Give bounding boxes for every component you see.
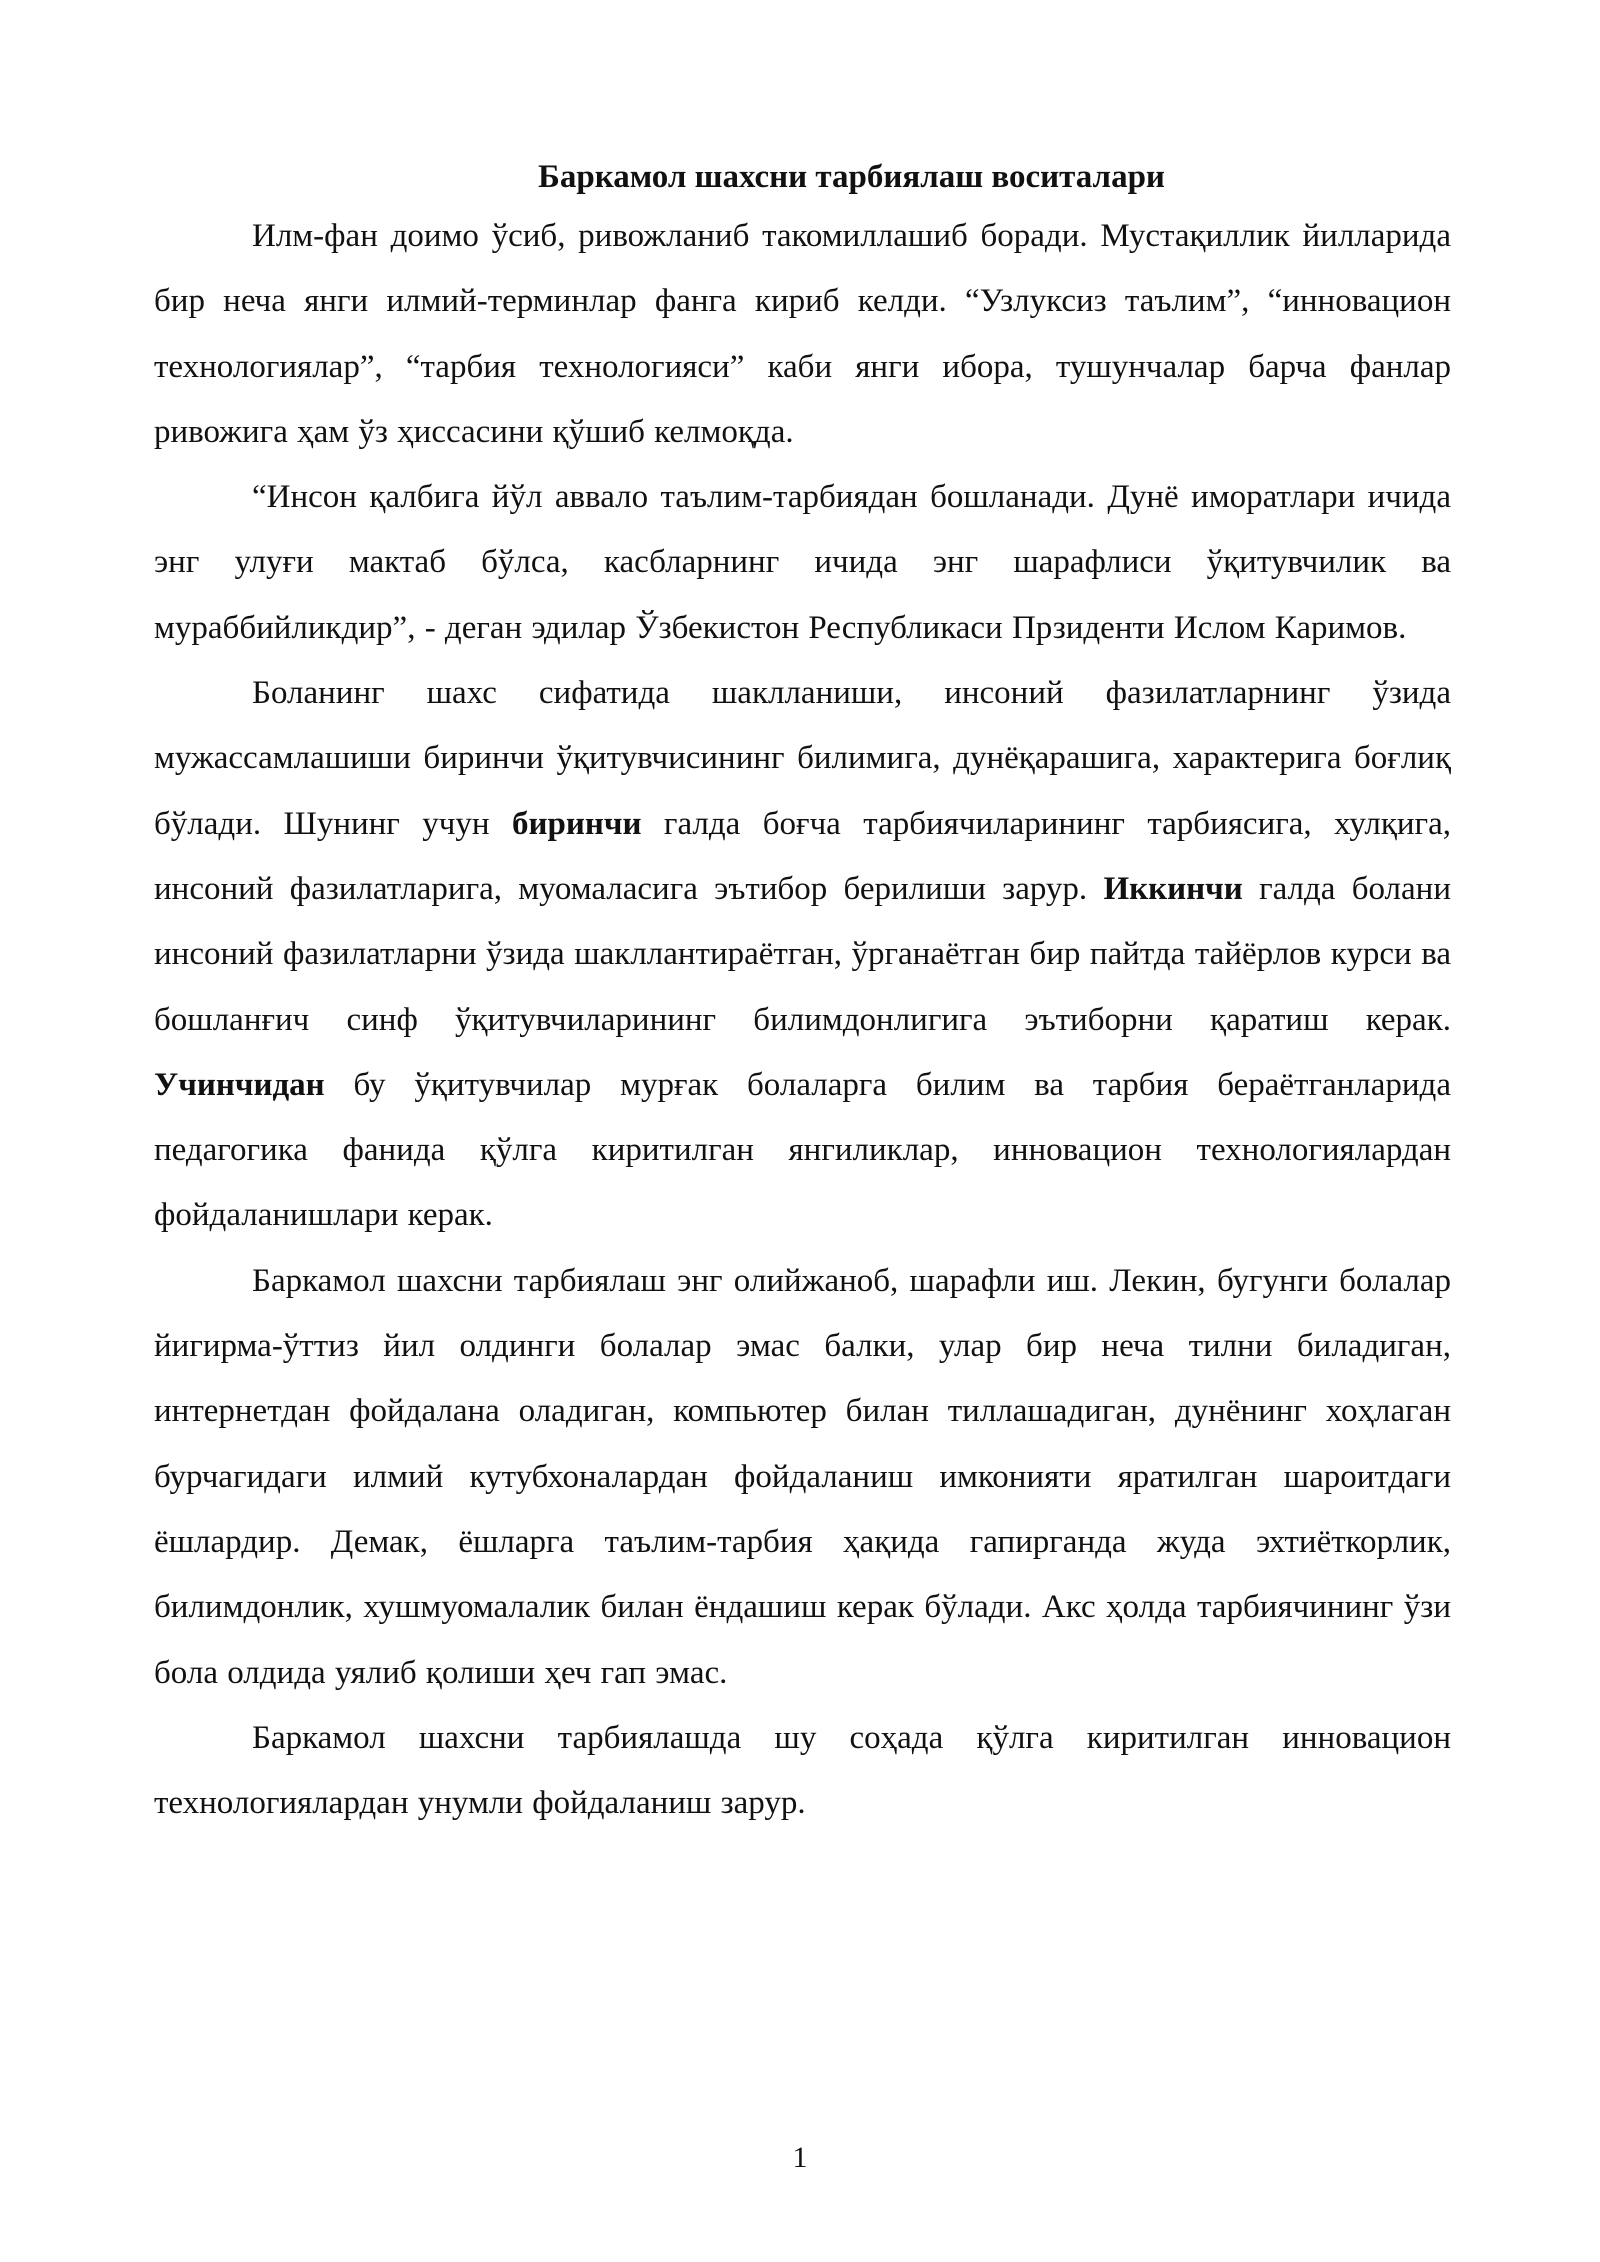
paragraph-3-text-4: бу ўқитувчилар мурғак болаларга билим ва тарбия бераётганларида педагогика фанида қўлга киритилган янгиликлар, инновацион технологиялардан фойдаланишлари керак.	[154, 1066, 1451, 1234]
page-number: 1	[792, 2141, 808, 2174]
paragraph-3-text-3: галда болани инсоний фазилатларни ўзида шакллантираётган, ўрганаётган бир пайтда тайёрлов курси ва бошланғич синф ўқитувчиларининг билимдонлигига эътиборни қаратиш керак.	[154, 870, 1451, 1038]
paragraph-3-bold-second: Иккинчи	[1103, 870, 1243, 907]
document-title: Баркамол шахсни тарбиялаш воситалари	[538, 159, 1165, 195]
paragraph-3-bold-third: Учинчидан	[154, 1066, 325, 1103]
paragraph-3	[154, 661, 1451, 1249]
page-content	[154, 150, 1451, 1836]
paragraph-3-bold-first: биринчи	[511, 805, 642, 842]
paragraph-2: “Инсон қалбига йўл аввало таълим-тарбиядан бошланади. Дунё иморатлари ичида энг улуғи мактаб бўлса, касбларнинг ичида энг шарафлиси ўқитувчилик ва мураббийликдир”, - деган эдилар Ўзбекистон Республикаси Прзиденти Ислом Каримов.	[154, 479, 1451, 646]
paragraph-4: Баркамол шахсни тарбиялаш энг олийжаноб, шарафли иш. Лекин, бугунги болалар йигирма-ўттиз йил олдинги болалар эмас балки, улар бир неча тилни биладиган, интернетдан фойдалана оладиган, компьютер билан тиллашадиган, дунёнинг хоҳлаган бурчагидаги илмий кутубхоналардан фойдаланиш имконияти яратилган шароитдаги ёшлардир. Демак, ёшларга таълим-тарбия ҳақида гапирганда жуда эхтиёткорлик, билимдонлик, хушмуомалалик билан ёндашиш керак бўлади. Акс ҳолда тарбиячининг ўзи бола олдида уялиб қолиши ҳеч гап эмас.	[154, 1262, 1451, 1691]
paragraph-3-text-1: Боланинг шахс сифатида шаклланиши, инсоний фазилатларнинг ўзида мужассамлашиши биринчи ўқитувчисининг билимига, дунёқарашига, характерига боғлиқ бўлади. Шунинг учун	[154, 675, 1451, 842]
paragraph-3-text-2: галда боғча тарбиячиларининг тарбиясига, хулқига, инсоний фазилатларига, муомаласига эътибор берилиши зарур.	[154, 805, 1451, 907]
paragraph-1: Илм-фан доимо ўсиб, ривожланиб такомиллашиб боради. Мустақиллик йилларида бир неча янги илмий-терминлар фанга кириб келди. “Узлуксиз таълим”, “инновацион технологиялар”, “тарбия технологияси” каби янги ибора, тушунчалар барча фанлар ривожига ҳам ўз ҳиссасини қўшиб келмоқда.	[154, 218, 1451, 450]
paragraph-5: Баркамол шахсни тарбиялашда шу соҳада қўлга киритилган инновацион технологиялардан унумли фойдаланиш зарур.	[154, 1719, 1451, 1822]
